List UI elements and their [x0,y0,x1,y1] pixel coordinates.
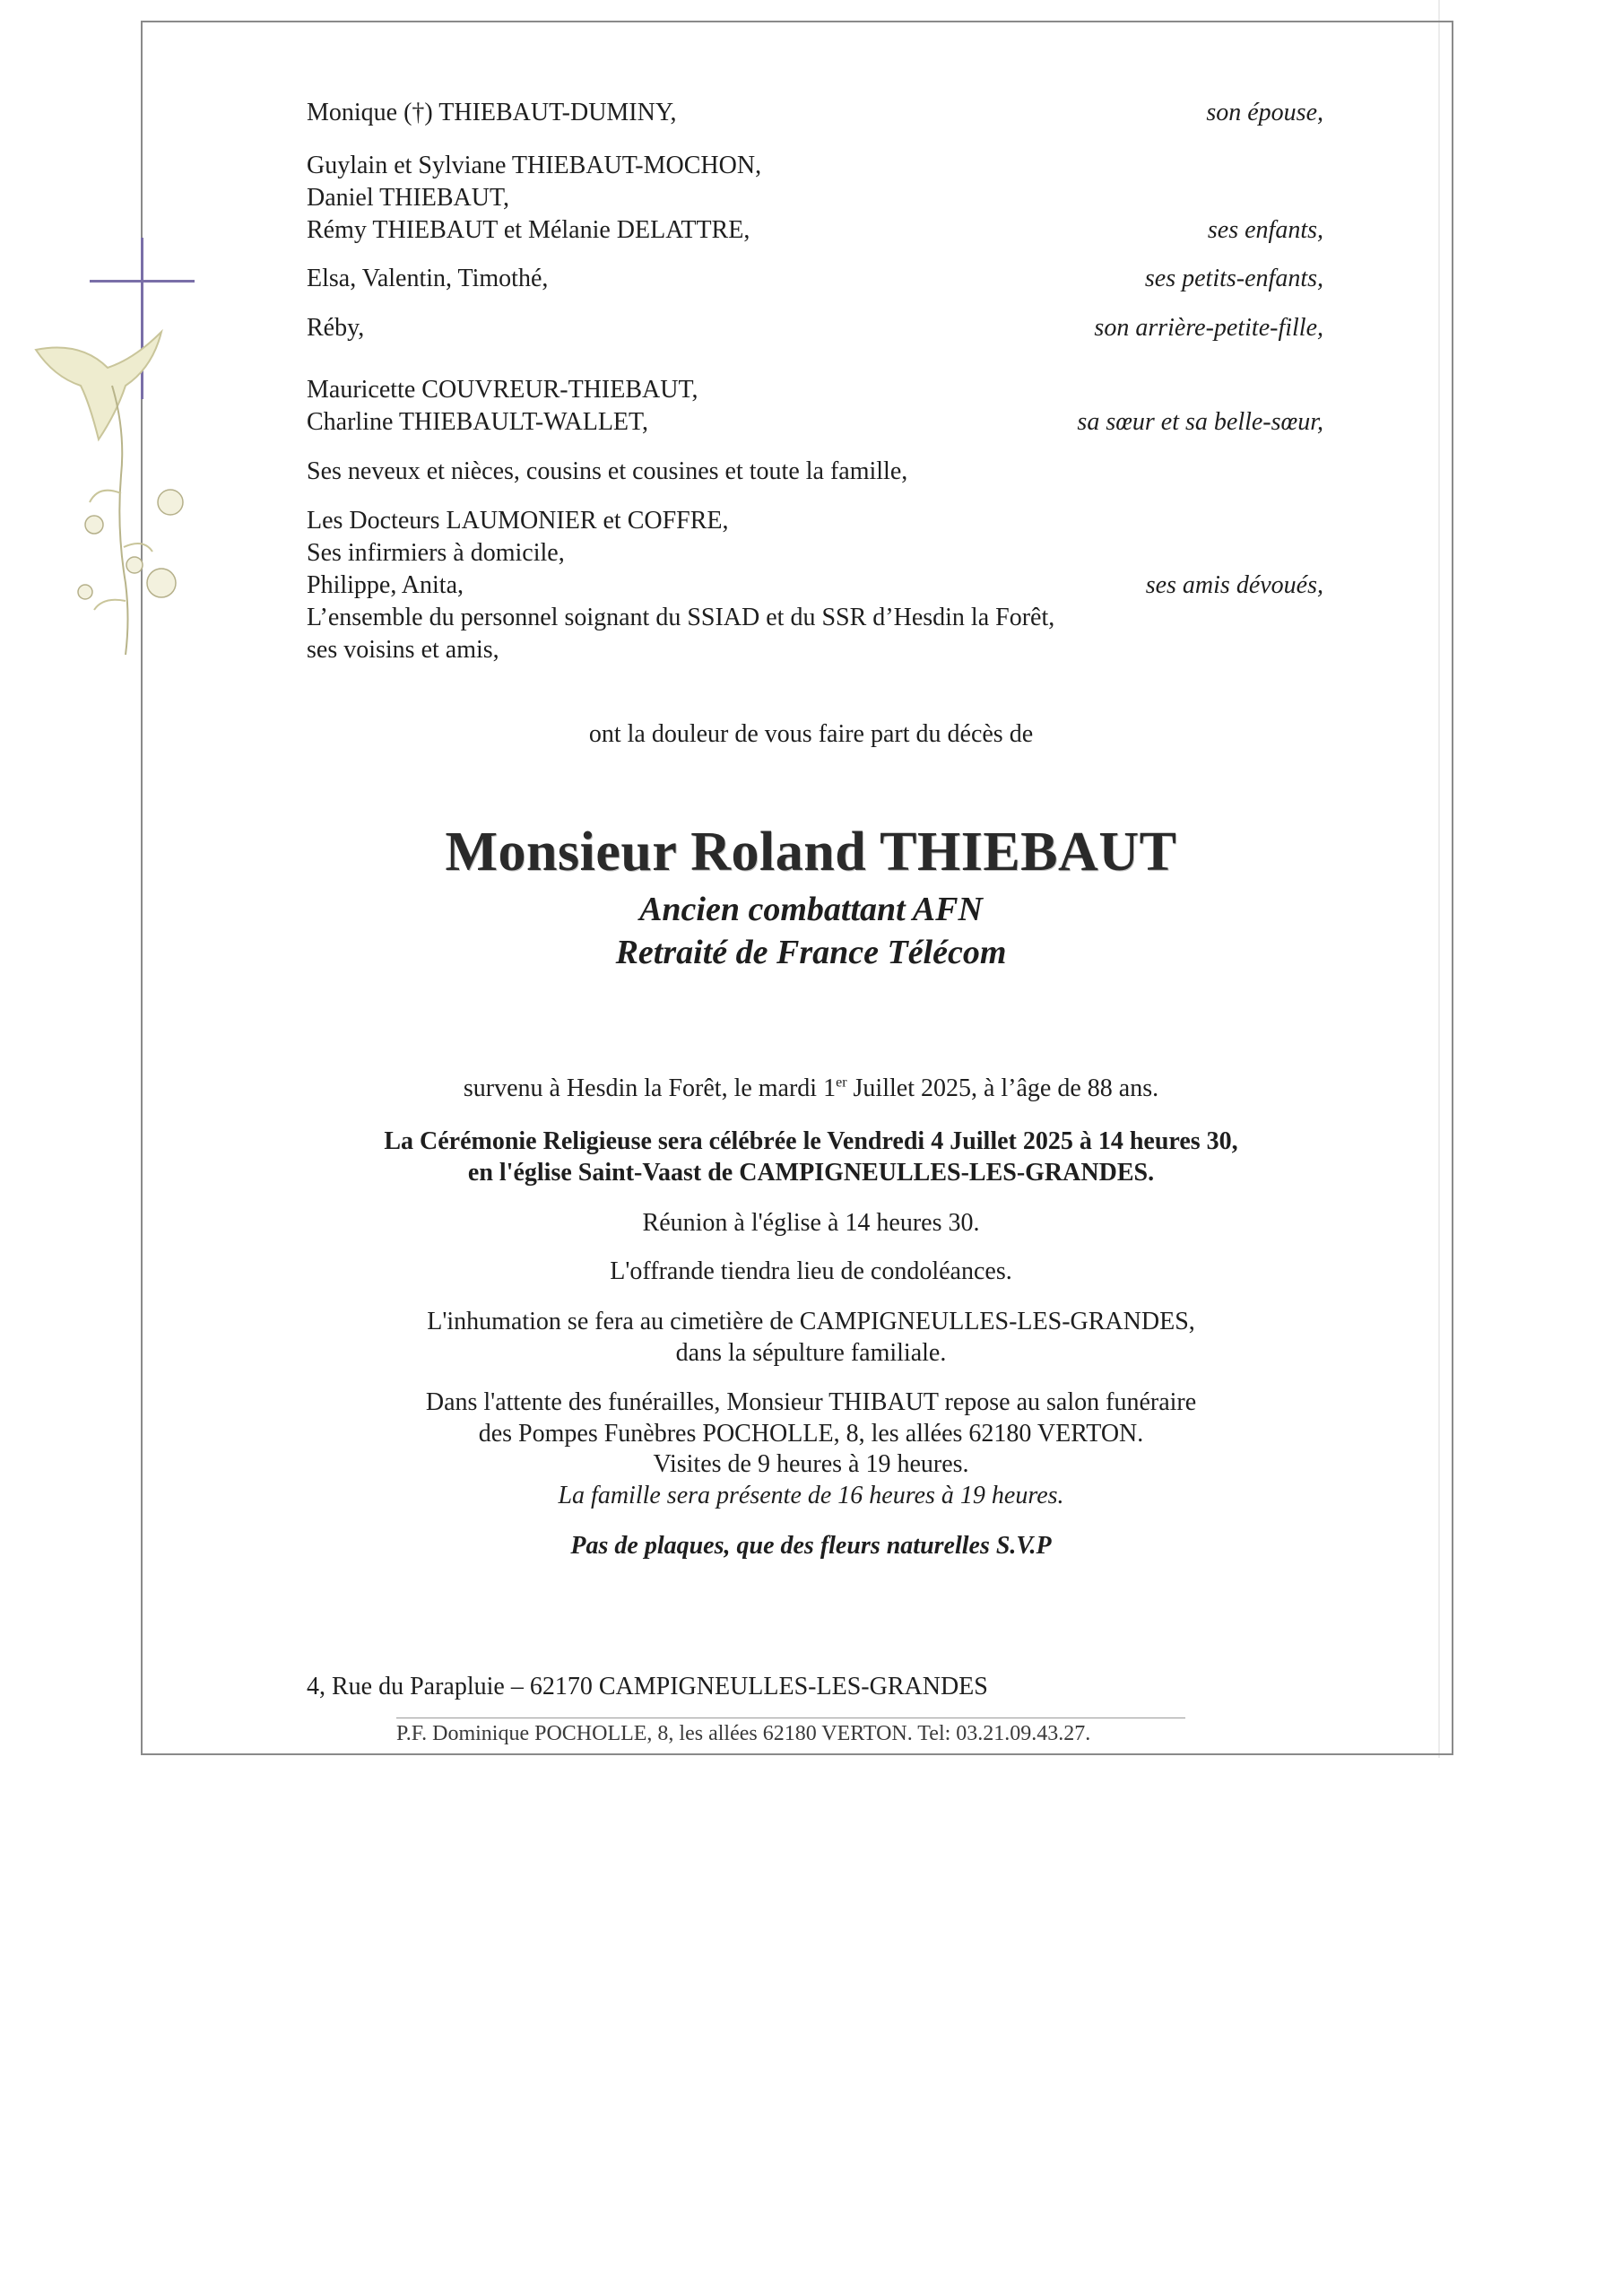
family-relation: son arrière-petite-fille, [1094,314,1323,342]
deceased-title-retired: Retraité de France Télécom [615,934,1007,971]
repose-line-2: des Pompes Funèbres POCHOLLE, 8, les allées 62180 VERTON. [478,1420,1144,1448]
family-name-line: Elsa, Valentin, Timothé, [307,265,549,292]
funeral-home-line [396,1718,1185,1746]
inhumation-line-2: dans la sépulture familiale. [675,1339,947,1367]
family-relation: sa sœur et sa belle-sœur, [1077,408,1323,436]
family-name-line: Charline THIEBAULT-WALLET, [307,408,649,436]
family-name-line: Réby, [307,314,365,342]
reunion-text: Réunion à l'église à 14 heures 30. [642,1209,980,1237]
inhumation-line-1: L'inhumation se fera au cimetière de CAMPIGNEULLES-LES-GRANDES, [427,1308,1195,1335]
family-name-line: Ses infirmiers à domicile, [307,539,565,567]
family-name-line: Daniel THIEBAUT, [307,184,510,212]
funeral-home-text: P.F. Dominique POCHOLLE, 8, les allées 62180 VERTON. Tel: 03.21.09.43.27. [396,1722,1091,1745]
announcement-text: ont la douleur de vous faire part du décès de [588,720,1034,748]
family-name-line: Ses neveux et nièces, cousins et cousines et toute la famille, [307,457,908,485]
family-name-line: L’ensemble du personnel soignant du SSIAD et du SSR d’Hesdin la Forêt, [307,604,1055,631]
death-details-sup: er [836,1074,847,1091]
family-name-line: Philippe, Anita, [307,571,464,599]
ceremony-line-1: La Cérémonie Religieuse sera célébrée le Vendredi 4 Juillet 2025 à 14 heures 30, [384,1127,1238,1155]
repose-line-1: Dans l'attente des funérailles, Monsieur THIBAUT repose au salon funéraire [425,1388,1197,1416]
death-details [0,1074,1622,1103]
repose-line-4: La famille sera présente de 16 heures à 19 heures. [558,1482,1064,1509]
cross-icon-horizontal [90,280,195,283]
family-relation: son épouse, [1206,99,1323,126]
repose-line-3: Visites de 9 heures à 19 heures. [653,1450,969,1478]
family-relation: ses enfants, [1207,216,1323,244]
family-name-line: Rémy THIEBAUT et Mélanie DELATTRE, [307,216,750,244]
family-name-line: Mauricette COUVREUR-THIEBAUT, [307,376,698,404]
deceased-title-veteran: Ancien combattant AFN [639,891,983,928]
deceased-name: Monsieur Roland THIEBAUT [445,822,1177,883]
family-address: 4, Rue du Parapluie – 62170 CAMPIGNEULLES-LES-GRANDES [307,1673,988,1700]
family-name-line: Monique (†) THIEBAUT-DUMINY, [307,99,677,126]
ceremony-line-2: en l'église Saint-Vaast de CAMPIGNEULLES-LES-GRANDES. [467,1159,1155,1187]
death-details-part: Juillet 2025, à l’âge de 88 ans. [846,1074,1159,1102]
family-name-line: Guylain et Sylviane THIEBAUT-MOCHON, [307,152,762,179]
dove-flowers-icon [27,296,233,673]
family-name-line: ses voisins et amis, [307,636,499,664]
family-relation: ses amis dévoués, [1145,571,1323,599]
flowers-note: Pas de plaques, que des fleurs naturelles S.V.P [570,1532,1052,1560]
family-name-line: Les Docteurs LAUMONIER et COFFRE, [307,507,729,535]
death-details-part: survenu à Hesdin la Forêt, le mardi 1 [463,1074,837,1102]
offrande-text: L'offrande tiendra lieu de condoléances. [610,1257,1012,1285]
family-relation: ses petits-enfants, [1144,265,1323,292]
